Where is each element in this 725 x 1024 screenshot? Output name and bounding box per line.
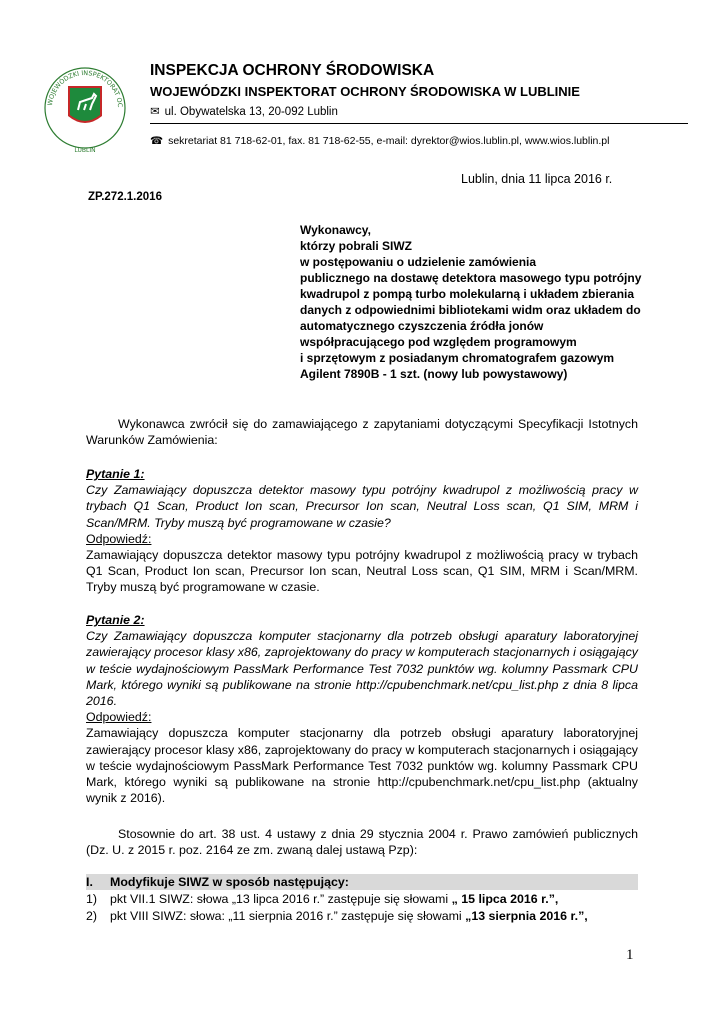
question-label: Pytanie 1: xyxy=(86,467,145,481)
question-block-2 xyxy=(86,612,638,806)
institution-address xyxy=(150,104,338,118)
answer-text: Zamawiający dopuszcza komputer stacjonarny dla potrzeb obsługi aparatury laboratoryjnej zawierający procesor klasy x86, zaprojektowany do pracy w komputerach stacjonarnych i osiągający w teście wydajnościowym PassMark Performance Test 7032 punktów wg. kolumny Passmark CPU Mark, którego wyniki są publikowane na stronie http://cpubenchmark.net/cpu_list.php (aktualny wynik z 2016). xyxy=(86,726,638,806)
section-heading xyxy=(86,874,349,890)
addressee-line: w postępowaniu o udzielenie zamówienia xyxy=(300,255,537,269)
addressee-line: danych z odpowiednimi bibliotekami widm oraz układem do xyxy=(300,303,641,317)
header-divider xyxy=(150,123,688,124)
intro-paragraph: Wykonawca zwrócił się do zamawiającego z zapytaniami dotyczącymi Specyfikacji Istotnych Warunków Zamówienia: xyxy=(86,417,638,448)
addressee-line: współpracującego pod względem programowym xyxy=(300,335,577,349)
addressee-line: i sprzętowym z posiadanym chromatografem gazowym xyxy=(300,351,615,365)
list-item-bold: „13 sierpnia 2016 r.”, xyxy=(465,909,588,923)
addressee-line: Agilent 7890B - 1 szt. (nowy lub powystawowy) xyxy=(300,367,568,381)
list-item-text: pkt VIII SIWZ: słowa: „11 sierpnia 2016 r.” zastępuje się słowami xyxy=(110,909,466,923)
institution-title: INSPEKCJA OCHRONY ŚRODOWISKA xyxy=(150,62,435,79)
page-number: 1 xyxy=(626,947,634,963)
list-item xyxy=(86,891,558,907)
list-item-number: 1) xyxy=(86,892,98,906)
question-text: Czy Zamawiający dopuszcza komputer stacjonarny dla potrzeb obsługi aparatury laboratoryjnej zawierający procesor klasy x86, zaprojektowany do pracy w komputerach stacjonarnych i osiągający w teście wydajnościowym PassMark Performance Test 7032 punktów wg. kolumny Passmark CPU Mark, którego wyniki są publikowane na stronie http://cpubenchmark.net/cpu_list.php z dnia 8 lipca 2016. xyxy=(86,629,638,709)
addressee-line: kwadrupol z pompą turbo molekularną i układem zbierania xyxy=(300,287,635,301)
institution-contact xyxy=(150,135,609,147)
address-text: ul. Obywatelska 13, 20-092 Lublin xyxy=(164,106,338,118)
question-block-1 xyxy=(86,466,638,596)
logo-arc-text: WOJEWÓDZKI INSPEKTORAT OC xyxy=(45,68,125,108)
question-label: Pytanie 2: xyxy=(86,613,145,627)
addressee-line: Wykonawcy, xyxy=(300,223,371,237)
institution-subtitle: WOJEWÓDZKI INSPEKTORAT OCHRONY ŚRODOWISKA W LUBLINIE xyxy=(150,84,580,99)
addressee-line: automatycznego czyszczenia źródła jonów xyxy=(300,319,544,333)
addressee-line: publicznego na dostawę detektora masowego typu potrójny xyxy=(300,271,642,285)
contact-text: sekretariat 81 718-62-01, fax. 81 718-62-55, e-mail: dyrektor@wios.lublin.pl, www.wios.lublin.pl xyxy=(168,135,610,147)
list-item-text: pkt VII.1 SIWZ: słowa „13 lipca 2016 r.” zastępuje się słowami xyxy=(110,892,449,906)
section-number: I. xyxy=(86,875,93,889)
list-item xyxy=(86,908,588,924)
logo-city: LUBLIN xyxy=(74,147,96,154)
wios-logo xyxy=(42,58,128,156)
answer-label: Odpowiedź: xyxy=(86,531,152,546)
reference-number: ZP.272.1.2016 xyxy=(88,191,162,203)
answer-label: Odpowiedź: xyxy=(86,710,152,725)
section-title: Modyfikuje SIWZ w sposób następujący: xyxy=(110,875,349,889)
addressee-line: którzy pobrali SIWZ xyxy=(300,239,413,253)
legal-basis-paragraph: Stosownie do art. 38 ust. 4 ustawy z dnia 29 stycznia 2004 r. Prawo zamówień publicznych (Dz. U. z 2015 r. poz. 2164 ze zm. zwaną dalej ustawą Pzp): xyxy=(86,827,638,858)
answer-text: Zamawiający dopuszcza detektor masowy typu potrójny kwadrupol z możliwością pracy w trybach Q1 Scan, Product Ion scan, Precursor Ion scan, Neutral Loss scan, Q1 SIM, MRM i Scan/MRM. Tryby muszą być programowane w czasie. xyxy=(86,548,638,595)
addressee-block xyxy=(300,222,660,382)
phone-icon: ☎ xyxy=(150,135,164,147)
list-item-number: 2) xyxy=(86,909,98,923)
question-text: Czy Zamawiający dopuszcza detektor masowy typu potrójny kwadrupol z możliwością pracy w trybach Q1 Scan, Product Ion scan, Precursor Ion scan, Neutral Loss scan, Q1 SIM, MRM i Scan/MRM. Tryby muszą być programowane w czasie? xyxy=(86,483,638,530)
letter-date: Lublin, dnia 11 lipca 2016 r. xyxy=(461,172,613,186)
envelope-icon: ✉ xyxy=(150,106,160,118)
list-item-bold: „ 15 lipca 2016 r.”, xyxy=(448,892,559,906)
